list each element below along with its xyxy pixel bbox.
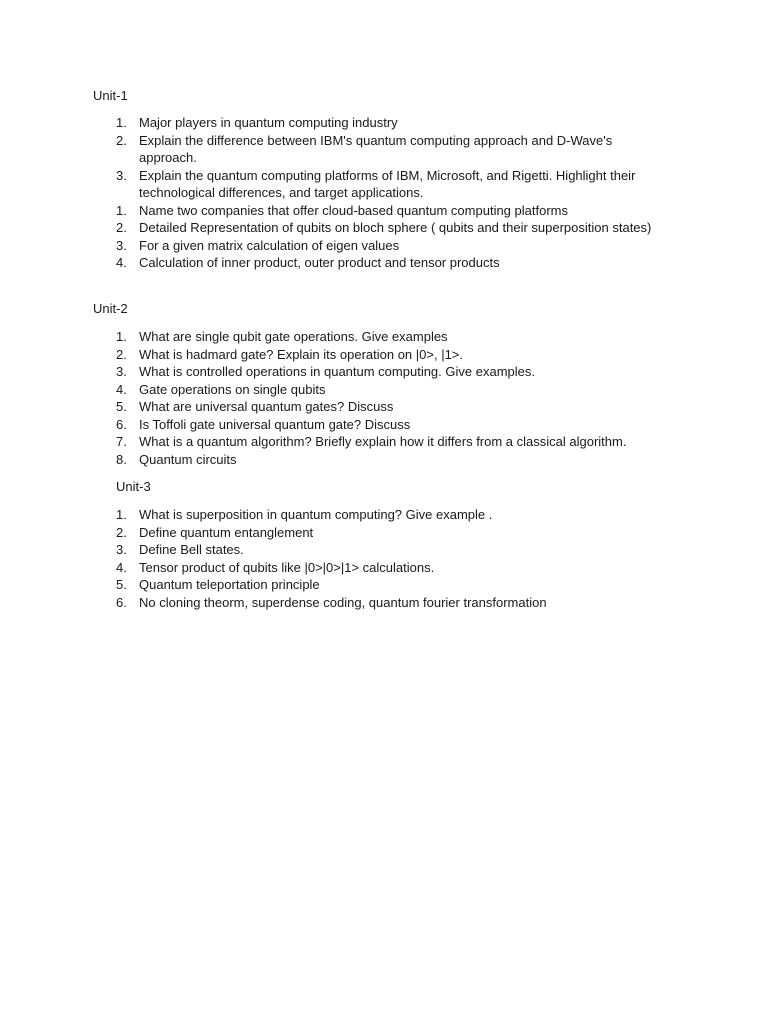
item-text: What is controlled operations in quantum computing. Give examples. <box>139 364 535 379</box>
item-text: No cloning theorm, superdense coding, quantum fourier transformation <box>139 594 547 610</box>
item-text: For a given matrix calculation of eigen values <box>139 237 400 253</box>
item-number: 2. <box>116 346 127 362</box>
list-item <box>0 416 768 434</box>
item-number: 7. <box>116 434 127 449</box>
list-item <box>0 576 768 594</box>
item-text: Major players in quantum computing industry <box>139 115 398 130</box>
list-item <box>0 202 768 220</box>
item-text: Quantum circuits <box>139 451 237 467</box>
item-number: 1. <box>116 329 127 344</box>
item-text: What is hadmard gate? Explain its operation on |0>, |1>. <box>139 346 464 362</box>
list-item <box>0 167 768 202</box>
item-number: 1. <box>116 507 127 522</box>
list-item <box>0 594 768 612</box>
item-number: 3. <box>116 542 127 557</box>
list-item <box>0 132 768 167</box>
item-number: 4. <box>116 381 127 397</box>
item-text: Define quantum entanglement <box>139 524 314 540</box>
list-item <box>0 219 768 237</box>
unit-3-question-list <box>0 506 768 611</box>
item-number: 3. <box>116 237 127 253</box>
item-text: What is superposition in quantum computing? Give example . <box>139 507 493 522</box>
item-number: 6. <box>116 416 127 432</box>
item-text: Explain the difference between IBM's quantum computing approach and D-Wave's approach. <box>139 132 613 165</box>
item-text: Quantum teleportation principle <box>139 577 320 592</box>
item-number: 2. <box>116 220 127 235</box>
item-text: Define Bell states. <box>139 542 244 557</box>
unit-2-heading: Unit-2 <box>93 301 128 316</box>
list-item <box>0 506 768 524</box>
item-number: 2. <box>116 132 127 148</box>
item-number: 2. <box>116 524 127 540</box>
item-number: 8. <box>116 451 127 467</box>
list-item <box>0 237 768 255</box>
unit-2-question-list <box>0 328 768 468</box>
item-number: 6. <box>116 594 127 610</box>
item-text: Name two companies that offer cloud-based quantum computing platforms <box>139 202 568 218</box>
item-number: 1. <box>116 115 127 130</box>
list-item <box>0 524 768 542</box>
item-text: Detailed Representation of qubits on bloch sphere ( qubits and their superposition states) <box>139 220 652 235</box>
list-item <box>0 451 768 469</box>
item-text: Explain the quantum computing platforms of IBM, Microsoft, and Rigetti. Highlight their technological differences, and target applications. <box>139 167 636 200</box>
item-number: 1. <box>116 202 127 218</box>
item-text: What are single qubit gate operations. Give examples <box>139 329 448 344</box>
unit-1-heading: Unit-1 <box>93 88 128 103</box>
item-text: Gate operations on single qubits <box>139 381 326 397</box>
list-item <box>0 254 768 272</box>
item-number: 3. <box>116 167 127 183</box>
list-item <box>0 559 768 577</box>
item-text: What is a quantum algorithm? Briefly explain how it differs from a classical algorithm. <box>139 434 627 449</box>
item-number: 4. <box>116 255 127 270</box>
list-item <box>0 114 768 132</box>
item-text: What are universal quantum gates? Discuss <box>139 399 394 414</box>
item-number: 3. <box>116 364 127 379</box>
unit-3-heading: Unit-3 <box>116 479 151 494</box>
unit-1-question-list <box>0 114 768 272</box>
list-item <box>0 433 768 451</box>
item-number: 5. <box>116 577 127 592</box>
item-text: Calculation of inner product, outer product and tensor products <box>139 255 500 270</box>
item-number: 5. <box>116 399 127 414</box>
list-item <box>0 328 768 346</box>
list-item <box>0 398 768 416</box>
list-item <box>0 541 768 559</box>
item-number: 4. <box>116 559 127 575</box>
list-item <box>0 346 768 364</box>
list-item <box>0 363 768 381</box>
item-text: Is Toffoli gate universal quantum gate? Discuss <box>139 416 411 432</box>
item-text: Tensor product of qubits like |0>|0>|1> calculations. <box>139 559 435 575</box>
list-item <box>0 381 768 399</box>
